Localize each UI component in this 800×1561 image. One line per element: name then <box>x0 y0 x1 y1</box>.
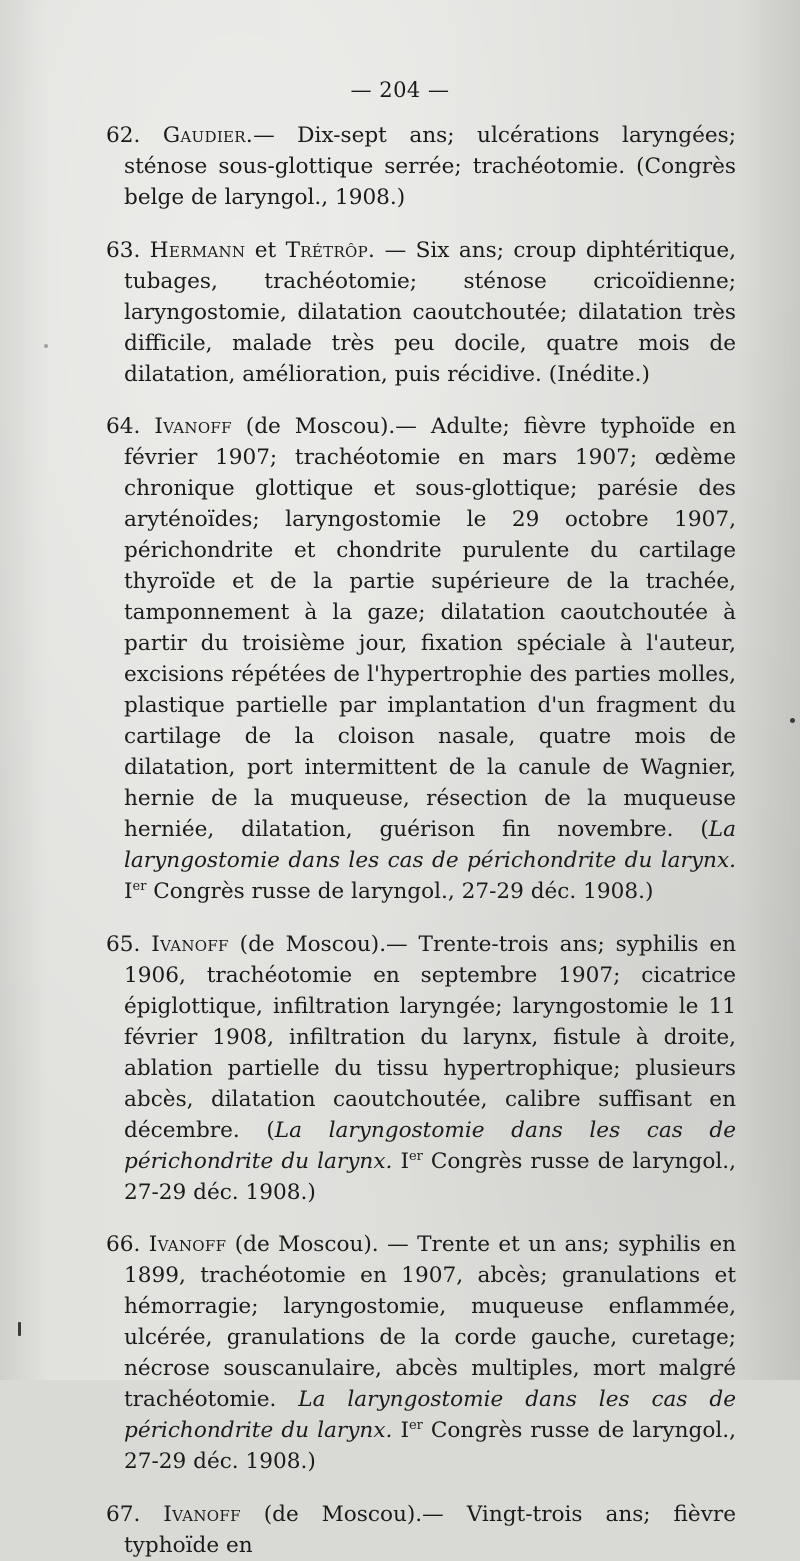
entry-author: Ivanoff <box>163 1501 241 1527</box>
entry-title-italic: La laryngostomie dans les cas de périchondrite du larynx. <box>124 1387 737 1444</box>
entry-sup: er <box>408 1418 423 1434</box>
case-entry-62 <box>106 120 736 213</box>
entry-number: 64. <box>106 414 141 440</box>
entry-author: Ivanoff <box>148 1232 227 1258</box>
entry-title-italic: La laryngostomie dans les cas de périchondrite du larynx. <box>124 817 736 874</box>
entry-author: Gaudier. <box>162 123 254 148</box>
entry-tail: Congrès russe de laryngol., 27-29 déc. 1908.) <box>124 1148 736 1205</box>
entry-title-italic: La laryngostomie dans les cas de périchondrite du larynx. <box>124 1117 737 1174</box>
case-entry-66 <box>106 1229 736 1477</box>
entry-number: 65. <box>106 931 141 957</box>
entry-number: 66. <box>106 1232 141 1258</box>
entry-tail-pre: I <box>124 879 133 905</box>
entry-sup: er <box>132 879 147 894</box>
entry-tail-pre: I <box>392 1148 409 1174</box>
entry-number: 67. <box>106 1501 141 1527</box>
entry-number: 63. <box>106 237 141 263</box>
page-number: — 204 — <box>350 78 450 102</box>
entry-connector: et <box>245 237 286 263</box>
entry-text: (de Moscou).— Trente-trois ans; syphilis en 1906, trachéotomie en septembre 1907; cicatrice épiglottique, infiltration laryngée; laryngostomie le 11 février 1908, infiltration du larynx, fistule à droite, ablation partielle du tissu hypertrophique; plusieurs abcès, dilatation caoutchoutée, calibre suffisant en décembre. ( <box>124 931 737 1143</box>
entry-text: (de Moscou). — Trente et un ans; syphilis en 1899, trachéotomie en 1907, abcès; granulations et hémorragie; laryngostomie, muqueuse enflammée, ulcérée, granulations de la corde gauche, curetage; nécrose souscanulaire, abcès multiples, mort malgré trachéotomie. <box>124 1232 736 1413</box>
entry-tail: Congrès russe de laryngol., 27-29 déc. 1908.) <box>146 879 654 905</box>
entry-author: Ivanoff <box>151 931 229 957</box>
case-entry-67 <box>106 1499 736 1561</box>
case-entry-64 <box>106 411 736 907</box>
case-entry-63 <box>106 235 736 390</box>
case-entry-65 <box>106 929 736 1208</box>
entry-author: Hermann <box>149 237 246 263</box>
entry-author-2: Trétrôp. <box>285 237 376 263</box>
entry-text: — Six ans; croup diphtéritique, tubages, trachéotomie; sténose cricoïdienne; laryngostomie, dilatation caoutchoutée; dilatation très difficile, malade très peu docile, quatre mois de dilatation, amélioration, puis récidive. (Inédite.) <box>124 237 736 387</box>
entry-author: Ivanoff <box>154 414 232 440</box>
scan-speck <box>44 344 48 348</box>
entry-tail-pre: I <box>392 1418 409 1444</box>
entry-sup: er <box>408 1148 423 1164</box>
scan-speck <box>18 1322 21 1336</box>
entry-text: (de Moscou).— Adulte; fièvre typhoïde en février 1907; trachéotomie en mars 1907; œdème chronique glottique et sous-glottique; parésie des aryténoïdes; laryngostomie le 29 octobre 1907, périchondrite et chondrite purulente du cartilage thyroïde et de la partie supérieure de la trachée, tamponnement à la gaze; dilatation caoutchoutée à partir du troisième jour, fixation spéciale à l'auteur, excisions répétées de l'hypertrophie des parties molles, plastique partielle par implantation d'un fragment du cartilage de la cloison nasale, quatre mois de dilatation, port intermittent de la canule de Wagnier, hernie de la muqueuse, résection de la muqueuse herniée, dilatation, guérison fin novembre. ( <box>124 414 736 843</box>
entry-text: (de Moscou).— Vingt-trois ans; fièvre typhoïde en <box>124 1501 736 1558</box>
entry-number: 62. <box>106 123 141 148</box>
case-list <box>106 120 736 1561</box>
entry-text: — Dix-sept ans; ulcérations laryngées; sténose sous-glottique serrée; trachéotomie. (Congrès belge de laryngol., 1908.) <box>124 123 736 210</box>
entry-tail: Congrès russe de laryngol., 27-29 déc. 1908.) <box>124 1418 736 1475</box>
scan-speck <box>790 718 795 723</box>
